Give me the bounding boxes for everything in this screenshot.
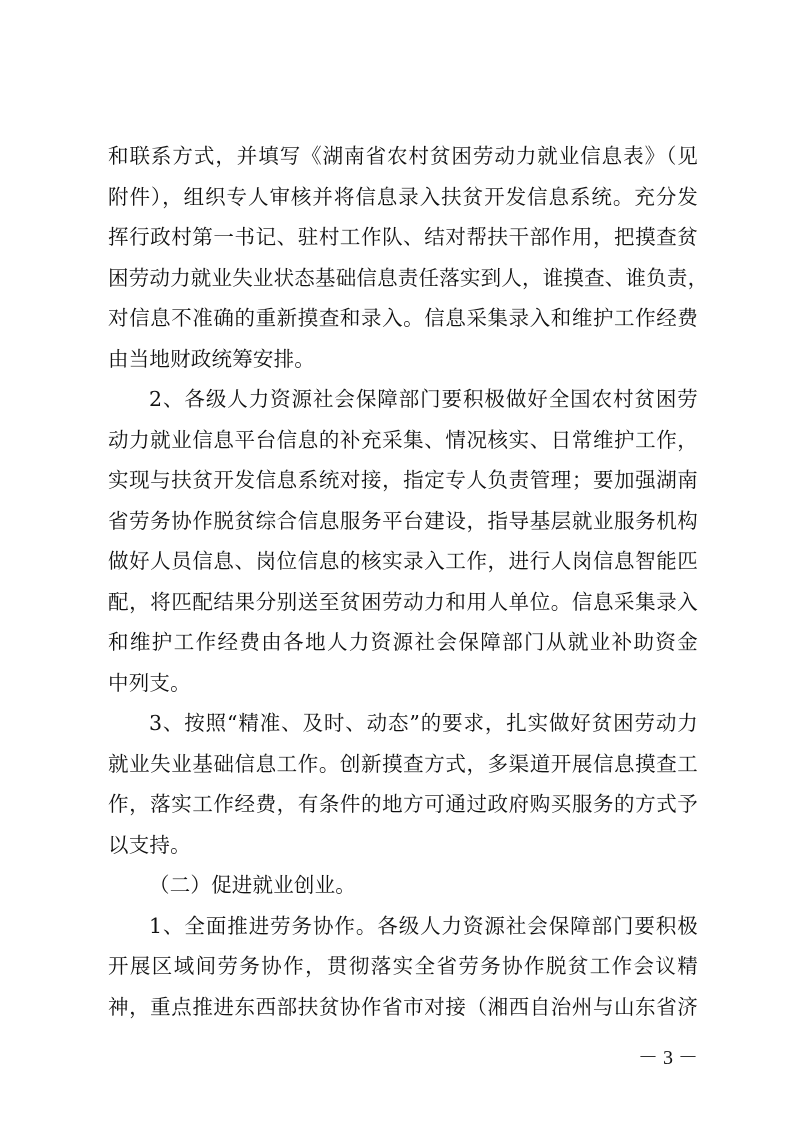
text-line: 中列支。: [108, 670, 191, 695]
text-line: 对信息不准确的重新摸查和录入。信息采集录入和维护工作经费: [108, 306, 698, 330]
text-line: 实现与扶贫开发信息系统对接，指定专人负责管理；要加强湖南: [108, 468, 698, 492]
text-line: 由当地财政统筹安排。: [108, 346, 315, 371]
paragraph-4-first-line: 1、全面推进劳务协作。各级人力资源社会保障部门要积极: [149, 913, 698, 938]
text-line: 以支持。: [108, 832, 191, 857]
text-line: 开展区域间劳务协作，贯彻落实全省劳务协作脱贫工作会议精: [108, 954, 698, 978]
text-line: 附件），组织专人审核并将信息录入扶贫开发信息系统。充分发: [108, 184, 698, 209]
text-line: 困劳动力就业失业状态基础信息责任落实到人，谁摸查、谁负责，: [108, 265, 709, 290]
page-number: － 3 －: [638, 1047, 698, 1069]
text-line: 和维护工作经费由各地人力资源社会保障部门从就业补助资金: [108, 630, 698, 654]
text-line: 和联系方式，并填写《湖南省农村贫困劳动力就业信息表》（见: [108, 144, 698, 168]
text-line: 配，将匹配结果分别送至贫困劳动力和用人单位。信息采集录入: [108, 589, 698, 614]
text-line: 做好人员信息、岗位信息的核实录入工作，进行人岗信息智能匹: [108, 549, 698, 573]
body-text: [108, 136, 709, 1027]
text-line: 神，重点推进东西部扶贫协作省市对接（湘西自治州与山东省济: [108, 994, 698, 1019]
text-line: 挥行政村第一书记、驻村工作队、结对帮扶干部作用，把摸查贫: [108, 225, 698, 249]
section-heading: （二）促进就业创业。: [149, 873, 356, 897]
paragraph-2-first-line: 2、各级人力资源社会保障部门要积极做好全国农村贫困劳: [149, 387, 698, 411]
paragraph-3-first-line: 3、按照“精准、及时、动态”的要求，扎实做好贫困劳动力: [149, 711, 698, 735]
text-line: 作，落实工作经费，有条件的地方可通过政府购买服务的方式予: [108, 792, 698, 816]
text-line: 就业失业基础信息工作。创新摸查方式，多渠道开展信息摸查工: [108, 751, 698, 776]
text-line: 省劳务协作脱贫综合信息服务平台建设，指导基层就业服务机构: [108, 508, 698, 533]
text-line: 动力就业信息平台信息的补充采集、情况核实、日常维护工作，: [108, 427, 698, 452]
